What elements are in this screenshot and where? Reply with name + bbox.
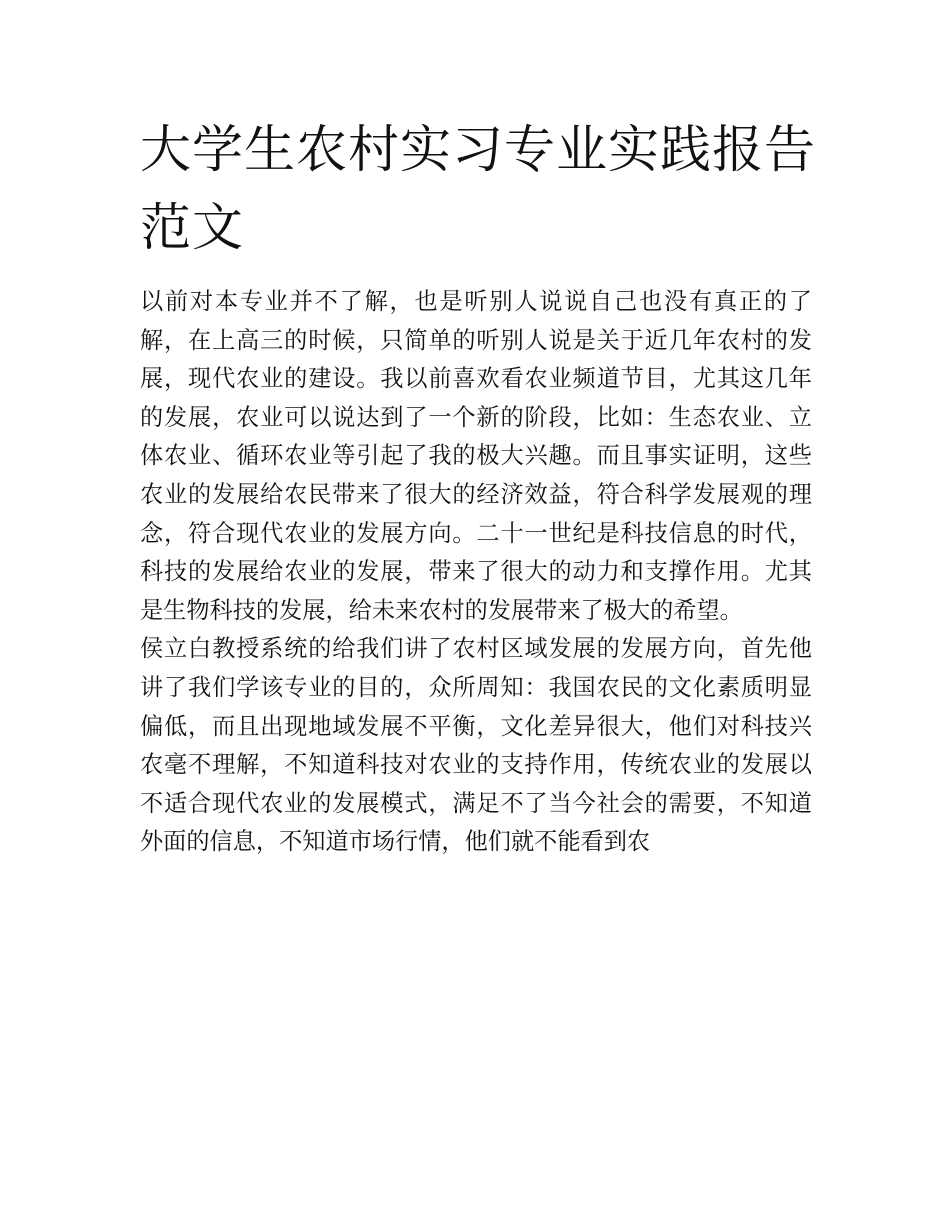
document-body	[140, 283, 812, 862]
document-title: 大学生农村实习专业实践报告范文	[140, 121, 817, 258]
body-paragraph-1: 以前对本专业并不了解，也是听别人说说自己也没有真正的了解，在上高三的时候，只简单的听别人说是关于近几年农村的发展，现代农业的建设。我以前喜欢看农业频道节目，尤其这几年的发展，农业可以说达到了一个新的阶段，比如：生态农业、立体农业、循环农业等引起了我的极大兴趣。而且事实证明，这些农业的发展给农民带来了很大的经济效益，符合科学发展观的理念，符合现代农业的发展方向。二十一世纪是科技信息的时代，科技的发展给农业的发展，带来了很大的动力和支撑作用。尤其是生物科技的发展，给未来农村的发展带来了极大的希望。	[140, 288, 812, 624]
body-paragraph-2: 侯立白教授系统的给我们讲了农村区域发展的发展方向，首先他讲了我们学该专业的目的，众所周知：我国农民的文化素质明显偏低，而且出现地域发展不平衡，文化差异很大，他们对科技兴农毫不理解，不知道科技对农业的支持作用，传统农业的发展以不适合现代农业的发展模式，满足不了当今社会的需要，不知道外面的信息，不知道市场行情，他们就不能看到农	[140, 635, 812, 856]
